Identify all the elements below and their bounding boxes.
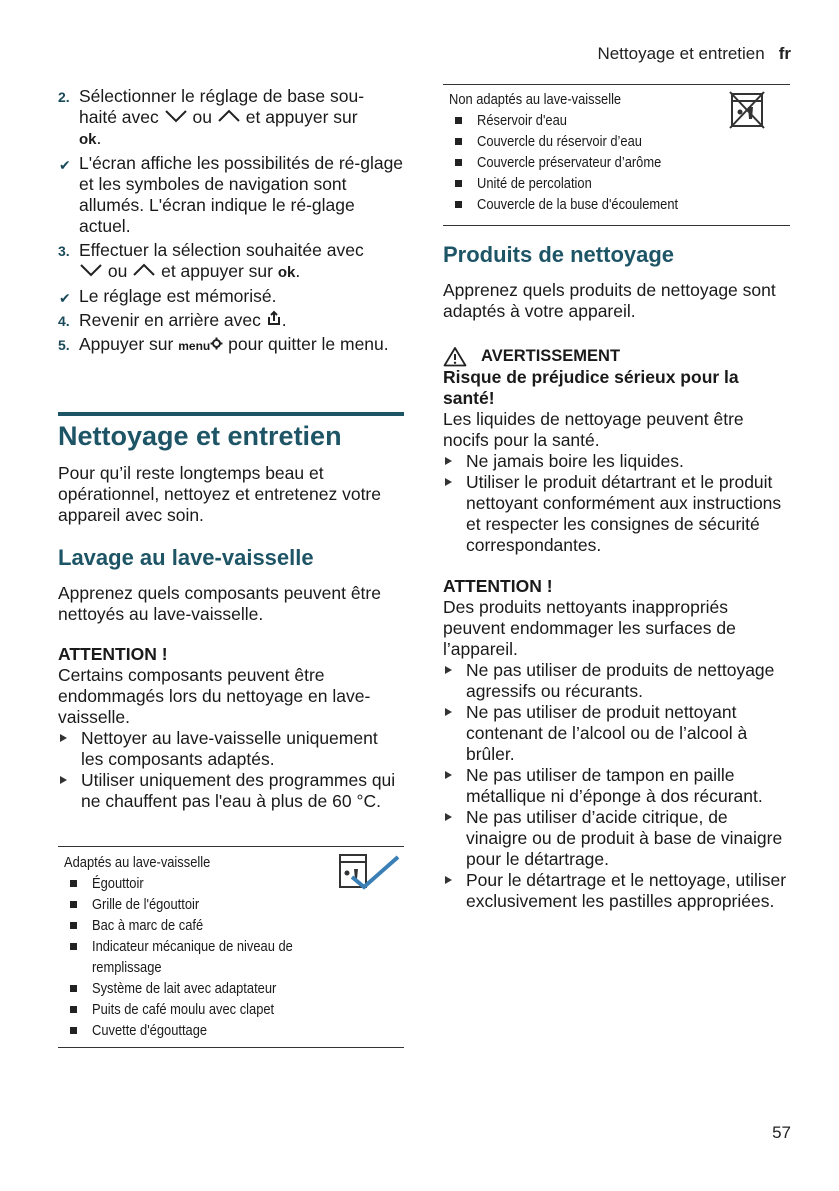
list-item: Couvercle du réservoir d’eau — [449, 131, 790, 152]
non-adapted-box — [443, 84, 790, 226]
attention-bullet: Pour le détartrage et le nettoyage, utiliser exclusivement les pastilles appropriées. — [443, 870, 790, 912]
header-lang: fr — [778, 44, 791, 63]
warning-icon — [443, 346, 467, 367]
triangle-bullet-icon — [445, 666, 452, 674]
list-item: Cuvette d'égouttage — [64, 1020, 404, 1041]
lavage-bullet: Nettoyer au lave-vaisselle uniquement les composants adaptés. — [58, 728, 404, 770]
not-dishwasher-safe-icon — [729, 91, 765, 129]
page-number: 57 — [772, 1123, 791, 1142]
step-2: 2. Sélectionner le réglage de base sou- haité avec ou et appuyer sur ok. — [58, 86, 365, 148]
triangle-bullet-icon — [445, 876, 452, 884]
list-item: Couvercle préservateur d’arôme — [449, 152, 790, 173]
triangle-bullet-icon — [60, 734, 67, 742]
running-header — [597, 44, 791, 64]
produits-intro: Apprenez quels produits de nettoyage sont adaptés à votre appareil. — [443, 280, 776, 321]
adapted-box — [58, 846, 404, 1048]
menu-key: menu — [178, 339, 211, 353]
check-icon: ✔ — [59, 290, 71, 306]
triangle-bullet-icon — [445, 813, 452, 821]
lavage-title: Lavage au lave-vaisselle — [58, 545, 314, 570]
chevron-up-icon — [132, 263, 156, 277]
attention-bullet: Ne pas utiliser de produit nettoyant contenant de l’alcool ou de l’alcool à brûler. — [443, 702, 790, 765]
triangle-bullet-icon — [445, 771, 452, 779]
step-3: 3. Effectuer la sélection souhaitée avec ou et appuyer sur ok. — [58, 240, 364, 281]
triangle-bullet-icon — [60, 776, 67, 784]
section-heading-block — [58, 420, 404, 452]
produits-title: Produits de nettoyage — [443, 242, 675, 267]
list-item: Couvercle de la buse d'écoulement — [449, 194, 790, 215]
produits-attention-text: Des produits nettoyants inappropriés peuvent endommager les surfaces de l’appareil. — [443, 597, 736, 659]
produits-heading-block — [443, 242, 790, 268]
result-1: ✔ L'écran affiche les possibilités de ré-glage et les symboles de navigation sont allumés. L'écran indique le ré-glage actuel. — [59, 153, 404, 236]
back-icon — [266, 310, 282, 326]
chevron-down-icon — [79, 263, 103, 277]
ok-key: ok — [277, 264, 296, 281]
chevron-down-icon — [164, 109, 188, 123]
warning-bullet: Ne jamais boire les liquides. — [443, 451, 790, 472]
section-intro: Pour qu’il reste longtemps beau et opérationnel, nettoyez et entretenez votre appareil avec soin. — [58, 463, 381, 525]
step-4: 4. Revenir en arrière avec . — [58, 310, 287, 330]
attention-bullet: Ne pas utiliser de tampon en paille métallique ni d’éponge à dos récurant. — [443, 765, 790, 807]
check-icon: ✔ — [59, 157, 71, 173]
section-intro-block — [58, 463, 404, 526]
produits-body — [443, 280, 790, 912]
list-item: Puits de café moulu avec clapet — [64, 999, 404, 1020]
left-column — [58, 86, 404, 360]
lavage-attention-text: Certains composants peuvent être endommagés lors du nettoyage en lave-vaisselle. — [58, 665, 371, 727]
chevron-up-icon — [217, 109, 241, 123]
list-item: Réservoir d'eau — [449, 110, 790, 131]
gear-icon — [210, 337, 223, 350]
warning-subtitle: Risque de préjudice sérieux pour la santé! — [443, 367, 739, 408]
triangle-bullet-icon — [445, 478, 452, 486]
triangle-bullet-icon — [445, 457, 452, 465]
lavage-intro: Apprenez quels composants peuvent être nettoyés au lave-vaisselle. — [58, 583, 381, 624]
list-item: Bac à marc de café — [64, 915, 404, 936]
section-title: Nettoyage et entretien — [58, 421, 342, 451]
list-item: Grille de l'égouttoir — [64, 894, 404, 915]
warning-text: Les liquides de nettoyage peuvent être nocifs pour la santé. — [443, 409, 744, 450]
attention-bullet: Ne pas utiliser de produits de nettoyage agressifs ou récurants. — [443, 660, 790, 702]
non-adapted-heading: Non adaptés au lave-vaisselle — [449, 91, 622, 108]
attention-bullet: Ne pas utiliser d’acide citrique, de vinaigre ou de produit à base de vinaigre pour le détartrage. — [443, 807, 790, 870]
list-item: Indicateur mécanique de niveau de remplissage — [64, 936, 404, 978]
section-rule — [58, 412, 404, 416]
dishwasher-safe-icon — [338, 853, 400, 893]
list-item: Égouttoir — [64, 873, 404, 894]
produits-attention-label: ATTENTION ! — [443, 576, 553, 596]
warning-bullet: Utiliser le produit détartrant et le produit nettoyant conformément aux instructions et respecter les consignes de sécurité correspondantes. — [443, 472, 790, 556]
lavage-body — [58, 583, 404, 812]
warning-title: AVERTISSEMENT — [443, 345, 790, 367]
triangle-bullet-icon — [445, 708, 452, 716]
adapted-heading: Adaptés au lave-vaisselle — [64, 854, 211, 871]
list-item: Unité de percolation — [449, 173, 790, 194]
lavage-bullet: Utiliser uniquement des programmes qui ne chauffent pas l'eau à plus de 60 °C. — [58, 770, 404, 812]
lavage-attention-label: ATTENTION ! — [58, 644, 168, 664]
step-5: 5. Appuyer sur menu pour quitter le menu. — [58, 334, 389, 354]
lavage-heading-block — [58, 545, 404, 571]
result-2: ✔ Le réglage est mémorisé. — [58, 286, 404, 307]
list-item: Système de lait avec adaptateur — [64, 978, 404, 999]
ok-key: ok — [79, 131, 97, 148]
header-section: Nettoyage et entretien — [597, 44, 765, 63]
